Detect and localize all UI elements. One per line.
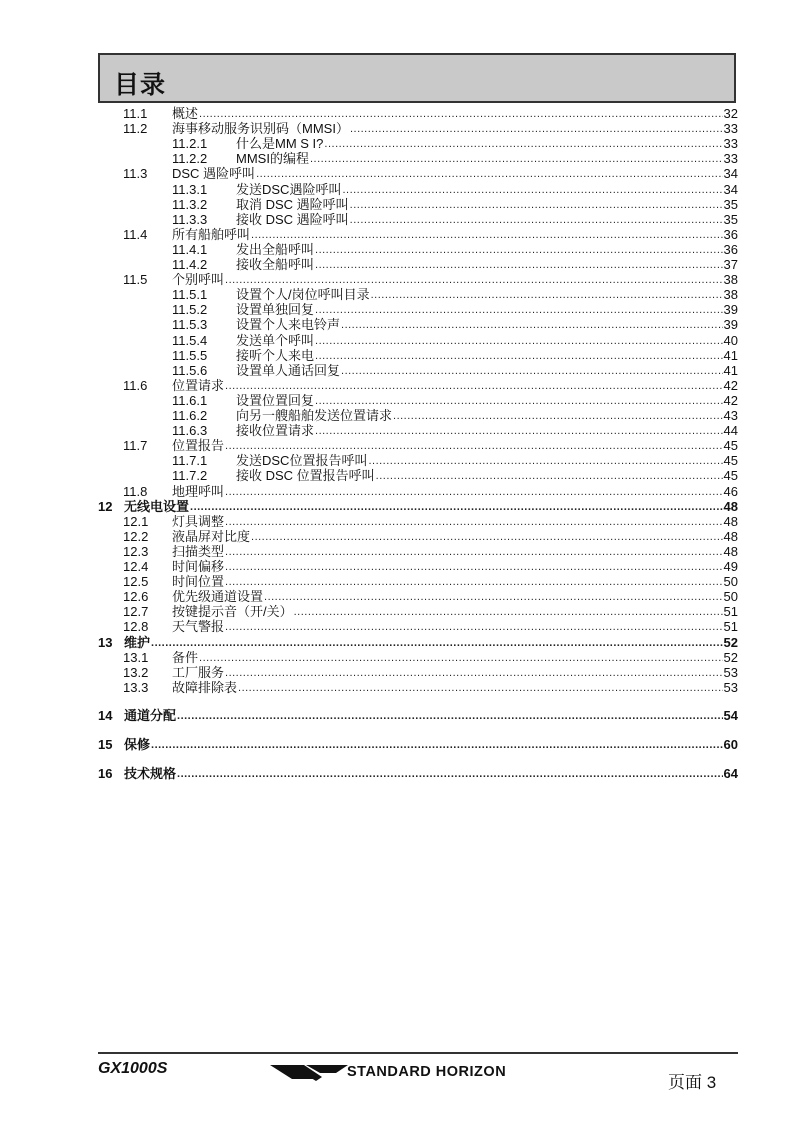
toc-entry[interactable] xyxy=(98,635,738,650)
toc-entry-number: 11.4.1 xyxy=(172,241,208,257)
toc-entry-number: 11.5.4 xyxy=(172,332,208,348)
toc-entry-page: 38 xyxy=(723,287,738,303)
toc-entry[interactable] xyxy=(172,453,738,468)
toc-entry-title: 设置个人/岗位呼叫目录 xyxy=(236,287,370,303)
toc-entry[interactable] xyxy=(123,484,738,499)
toc-entry-page: 60 xyxy=(723,737,738,752)
toc-entry[interactable] xyxy=(172,212,738,227)
toc-entry-title: DSC 遇险呼叫 xyxy=(172,166,256,182)
toc-entry-title: 扫描类型 xyxy=(172,543,225,559)
toc-entry[interactable] xyxy=(172,363,738,378)
toc-entry[interactable] xyxy=(123,559,738,574)
toc-entry-title: 优先级通道设置 xyxy=(172,589,264,605)
toc-entry-number: 11.3 xyxy=(123,166,148,182)
toc-leader-dots xyxy=(225,439,723,453)
toc-entry-number: 11.8 xyxy=(123,483,148,499)
toc-entry[interactable] xyxy=(123,544,738,559)
toc-leader-dots xyxy=(315,243,723,257)
toc-entry-number: 11.3.3 xyxy=(172,211,208,227)
toc-entry-number: 13.3 xyxy=(123,679,149,695)
toc-leader-dots xyxy=(225,545,723,559)
standard-horizon-logo-icon xyxy=(270,1062,350,1082)
toc-entry-page: 41 xyxy=(723,347,738,363)
toc-entry[interactable] xyxy=(123,574,738,589)
toc-entry-number: 11.3.1 xyxy=(172,181,208,197)
toc-entry[interactable] xyxy=(98,766,738,781)
toc-leader-dots xyxy=(315,258,723,272)
toc-entry-page: 50 xyxy=(723,574,738,590)
toc-entry[interactable] xyxy=(123,619,738,634)
toc-entry-title: 发送DSC位置报告呼叫 xyxy=(236,453,368,469)
toc-entry-page: 53 xyxy=(723,679,738,695)
toc-leader-dots xyxy=(341,364,723,378)
toc-entry[interactable] xyxy=(172,151,738,166)
toc-entry[interactable] xyxy=(98,708,738,723)
toc-entry-page: 46 xyxy=(723,483,738,499)
toc-entry-title: 通道分配 xyxy=(124,707,177,723)
toc-leader-dots xyxy=(350,213,723,227)
toc-entry[interactable] xyxy=(172,393,738,408)
toc-entry-number: 11.5.1 xyxy=(172,287,208,303)
toc-entry-title: 取消 DSC 遇险呼叫 xyxy=(236,196,349,212)
toc-entry[interactable] xyxy=(123,680,738,695)
toc-entry[interactable] xyxy=(172,408,738,423)
toc-entry-title: 设置单人通话回复 xyxy=(236,362,341,378)
toc-entry-title: 接收全船呼叫 xyxy=(236,257,315,272)
toc-entry-title: 概述 xyxy=(172,106,199,121)
toc-entry[interactable] xyxy=(172,287,738,302)
toc-leader-dots xyxy=(342,183,722,197)
toc-entry-title: 设置单独回复 xyxy=(236,302,315,318)
toc-leader-dots xyxy=(376,469,723,483)
toc-entry-title: 设置个人来电铃声 xyxy=(236,317,341,333)
toc-leader-dots xyxy=(151,738,723,752)
toc-leader-dots xyxy=(251,228,723,242)
toc-entry-title: 位置请求 xyxy=(172,377,225,393)
toc-entry-title: 液晶屏对比度 xyxy=(172,528,251,544)
toc-entry-title: 发送单个呼叫 xyxy=(236,332,315,348)
toc-entry-title: 设置位置回复 xyxy=(236,392,315,408)
toc-entry-title: 地理呼叫 xyxy=(172,483,225,499)
toc-entry-number: 11.6.2 xyxy=(172,408,208,423)
toc-leader-dots xyxy=(256,167,722,181)
toc-entry-page: 42 xyxy=(723,392,738,408)
toc-entry-number: 11.2.1 xyxy=(172,136,208,152)
toc-entry-number: 12.3 xyxy=(123,543,149,559)
toc-entry[interactable] xyxy=(123,121,738,136)
toc-leader-dots xyxy=(371,288,723,302)
toc-entry-page: 51 xyxy=(723,604,738,620)
toc-entry-title: 无线电设置 xyxy=(124,498,190,514)
toc-entry-page: 54 xyxy=(723,707,738,723)
toc-entry-title: 技术规格 xyxy=(124,766,177,782)
toc-entry-page: 52 xyxy=(723,649,738,665)
toc-entry[interactable] xyxy=(98,499,738,514)
toc-entry-page: 64 xyxy=(723,766,738,782)
toc-entry[interactable] xyxy=(98,737,738,752)
toc-entry-page: 33 xyxy=(723,121,738,137)
toc-entry-title: 时间位置 xyxy=(172,574,225,590)
toc-leader-dots xyxy=(251,530,723,544)
toc-entry-title: 接听个人来电 xyxy=(236,347,315,363)
toc-entry-page: 45 xyxy=(723,468,738,484)
toc-entry-page: 51 xyxy=(723,619,738,635)
toc-entry-title: 海事移动服务识别码（MMSI） xyxy=(172,121,349,137)
toc-entry[interactable] xyxy=(172,333,738,348)
toc-entry-page: 32 xyxy=(723,106,738,121)
toc-entry[interactable] xyxy=(172,182,738,197)
toc-entry[interactable] xyxy=(172,302,738,317)
toc-entry-page: 52 xyxy=(723,634,738,650)
toc-entry-number: 11.5.2 xyxy=(172,302,208,318)
toc-leader-dots xyxy=(294,605,723,619)
toc-leader-dots xyxy=(324,137,722,151)
toc-entry-title: 工厂服务 xyxy=(172,664,225,680)
toc-entry-title: 时间偏移 xyxy=(172,559,225,574)
toc-leader-dots xyxy=(177,767,723,781)
toc-entry-number: 12.4 xyxy=(123,559,149,574)
toc-entry-page: 48 xyxy=(723,513,738,529)
toc-entry-number: 11.5 xyxy=(123,272,148,288)
toc-leader-dots xyxy=(190,500,723,514)
toc-entry-page: 45 xyxy=(723,453,738,469)
toc-leader-dots xyxy=(350,198,723,212)
toc-entry-title: 维护 xyxy=(124,634,151,650)
toc-leader-dots xyxy=(368,454,722,468)
toc-entry-page: 42 xyxy=(723,377,738,393)
toc-entry-number: 12.7 xyxy=(123,604,149,620)
toc-entry-page: 35 xyxy=(723,196,738,212)
toc-entry-number: 13.1 xyxy=(123,649,149,665)
toc-leader-dots xyxy=(225,666,723,680)
toc-entry-page: 37 xyxy=(723,257,738,272)
toc-entry-page: 41 xyxy=(723,362,738,378)
toc-entry-number: 12.1 xyxy=(123,513,149,529)
toc-entry-title: 向另一艘船舶发送位置请求 xyxy=(236,408,393,423)
toc-entry-title: 灯具调整 xyxy=(172,513,225,529)
toc-entry[interactable] xyxy=(123,272,738,287)
toc-leader-dots xyxy=(177,709,723,723)
toc-entry-page: 50 xyxy=(723,589,738,605)
toc-entry-number: 12.6 xyxy=(123,589,149,605)
page-title: 目录 xyxy=(114,70,167,99)
toc-entry-page: 48 xyxy=(723,528,738,544)
toc-entry-page: 36 xyxy=(723,241,738,257)
toc-entry-page: 45 xyxy=(723,438,738,454)
toc-entry-page: 33 xyxy=(723,151,738,167)
toc-entry-number: 11.6 xyxy=(123,377,148,393)
footer-brand: STANDARD HORIZON xyxy=(347,1064,507,1080)
toc-leader-dots xyxy=(315,424,723,438)
toc-entry-number: 12.8 xyxy=(123,619,149,635)
toc-leader-dots xyxy=(393,409,723,423)
toc-entry[interactable] xyxy=(123,166,738,181)
toc-entry-number: 11.6.3 xyxy=(172,423,208,439)
toc-entry-title: 个别呼叫 xyxy=(172,272,225,288)
toc-entry[interactable] xyxy=(172,242,738,257)
toc-entry-number: 12 xyxy=(98,498,113,514)
toc-entry-number: 11.5.5 xyxy=(172,347,208,363)
toc-leader-dots xyxy=(225,273,723,287)
toc-entry-page: 48 xyxy=(723,498,738,514)
toc-entry-title: 按键提示音（开/关） xyxy=(172,604,293,620)
toc-entry-title: 故障排除表 xyxy=(172,679,238,695)
toc-leader-dots xyxy=(315,349,723,363)
toc-leader-dots xyxy=(350,122,723,136)
toc-entry-title: 发出全船呼叫 xyxy=(236,241,315,257)
toc-leader-dots xyxy=(225,575,723,589)
toc-entry-number: 15 xyxy=(98,737,113,752)
toc-leader-dots xyxy=(225,560,723,574)
toc-entry-title: 接收 DSC 位置报告呼叫 xyxy=(236,468,375,484)
toc-leader-dots xyxy=(310,152,723,166)
toc-entry-title: 备件 xyxy=(172,649,199,665)
toc-entry-number: 12.5 xyxy=(123,574,149,590)
toc-entry[interactable] xyxy=(172,317,738,332)
toc-leader-dots xyxy=(315,394,723,408)
toc-entry[interactable] xyxy=(123,604,738,619)
toc-leader-dots xyxy=(315,334,723,348)
toc-leader-dots xyxy=(238,681,723,695)
toc-entry-title: 接收 DSC 遇险呼叫 xyxy=(236,211,349,227)
toc-entry-number: 11.7 xyxy=(123,438,148,454)
toc-leader-dots xyxy=(199,107,723,121)
toc-entry[interactable] xyxy=(123,529,738,544)
toc-entry-number: 11.7.2 xyxy=(172,468,208,484)
toc-entry-page: 40 xyxy=(723,332,738,348)
toc-entry[interactable] xyxy=(123,514,738,529)
toc-entry-number: 11.3.2 xyxy=(172,196,208,212)
toc-entry-number: 13 xyxy=(98,634,113,650)
toc-entry[interactable] xyxy=(123,227,738,242)
toc-entry-title: 接收位置请求 xyxy=(236,423,315,439)
toc-entry[interactable] xyxy=(172,468,738,483)
toc-entry-number: 11.5.3 xyxy=(172,317,208,333)
toc-entry-page: 49 xyxy=(723,559,738,574)
toc-entry[interactable] xyxy=(172,257,738,272)
toc-entry-title: MMSI的编程 xyxy=(236,151,309,167)
toc-leader-dots xyxy=(225,485,723,499)
toc-leader-dots xyxy=(225,620,723,634)
toc-leader-dots xyxy=(199,651,723,665)
toc-entry[interactable] xyxy=(172,197,738,212)
toc-entry-number: 12.2 xyxy=(123,528,149,544)
toc-entry-number: 16 xyxy=(98,766,113,782)
toc-entry-page: 33 xyxy=(723,136,738,152)
toc-entry[interactable] xyxy=(123,438,738,453)
toc-leader-dots xyxy=(315,303,723,317)
toc-entry-number: 14 xyxy=(98,707,113,723)
toc-leader-dots xyxy=(225,379,723,393)
toc-entry-page: 53 xyxy=(723,664,738,680)
toc-entry-number: 11.6.1 xyxy=(172,392,208,408)
toc-entry-page: 43 xyxy=(723,408,738,423)
toc-entry[interactable] xyxy=(172,423,738,438)
toc-entry-title: 所有船舶呼叫 xyxy=(172,226,251,242)
toc-entry-page: 34 xyxy=(723,181,738,197)
toc-leader-dots xyxy=(151,636,723,650)
toc-entry[interactable] xyxy=(172,136,738,151)
toc-entry-title: 什么是MM S I? xyxy=(236,136,324,152)
toc-entry[interactable] xyxy=(123,650,738,665)
toc-entry-page: 39 xyxy=(723,302,738,318)
toc-entry-number: 11.5.6 xyxy=(172,362,208,378)
toc-entry[interactable] xyxy=(123,665,738,680)
toc-entry-number: 13.2 xyxy=(123,664,149,680)
toc-entry-number: 11.2.2 xyxy=(172,151,208,167)
toc-entry[interactable] xyxy=(123,378,738,393)
toc-leader-dots xyxy=(341,318,723,332)
toc-leader-dots xyxy=(264,590,723,604)
toc-entry-number: 11.2 xyxy=(123,121,148,137)
toc-entry-number: 11.4 xyxy=(123,226,148,242)
toc-entry-page: 48 xyxy=(723,543,738,559)
toc-entry-title: 发送DSC遇险呼叫 xyxy=(236,181,342,197)
toc-entry-number: 11.7.1 xyxy=(172,453,208,469)
footer-model: GX1000S xyxy=(98,1060,168,1077)
toc-entry[interactable] xyxy=(123,106,738,121)
toc-entry-page: 35 xyxy=(723,211,738,227)
toc-entry-title: 保修 xyxy=(124,737,151,752)
footer-page-number: 页面 3 xyxy=(668,1073,717,1092)
toc-entry-number: 11.4.2 xyxy=(172,257,208,272)
footer-divider xyxy=(98,1052,738,1054)
toc-entry-page: 39 xyxy=(723,317,738,333)
toc-entry-page: 38 xyxy=(723,272,738,288)
toc-entry[interactable] xyxy=(123,589,738,604)
toc-entry-page: 36 xyxy=(723,226,738,242)
toc-entry-page: 34 xyxy=(723,166,738,182)
toc-entry-title: 位置报告 xyxy=(172,438,225,454)
toc-leader-dots xyxy=(225,515,723,529)
toc-entry-title: 天气警报 xyxy=(172,619,225,635)
toc-entry[interactable] xyxy=(172,348,738,363)
toc-entry-page: 44 xyxy=(723,423,738,439)
toc-header xyxy=(98,53,736,103)
toc-entry-number: 11.1 xyxy=(123,106,148,121)
